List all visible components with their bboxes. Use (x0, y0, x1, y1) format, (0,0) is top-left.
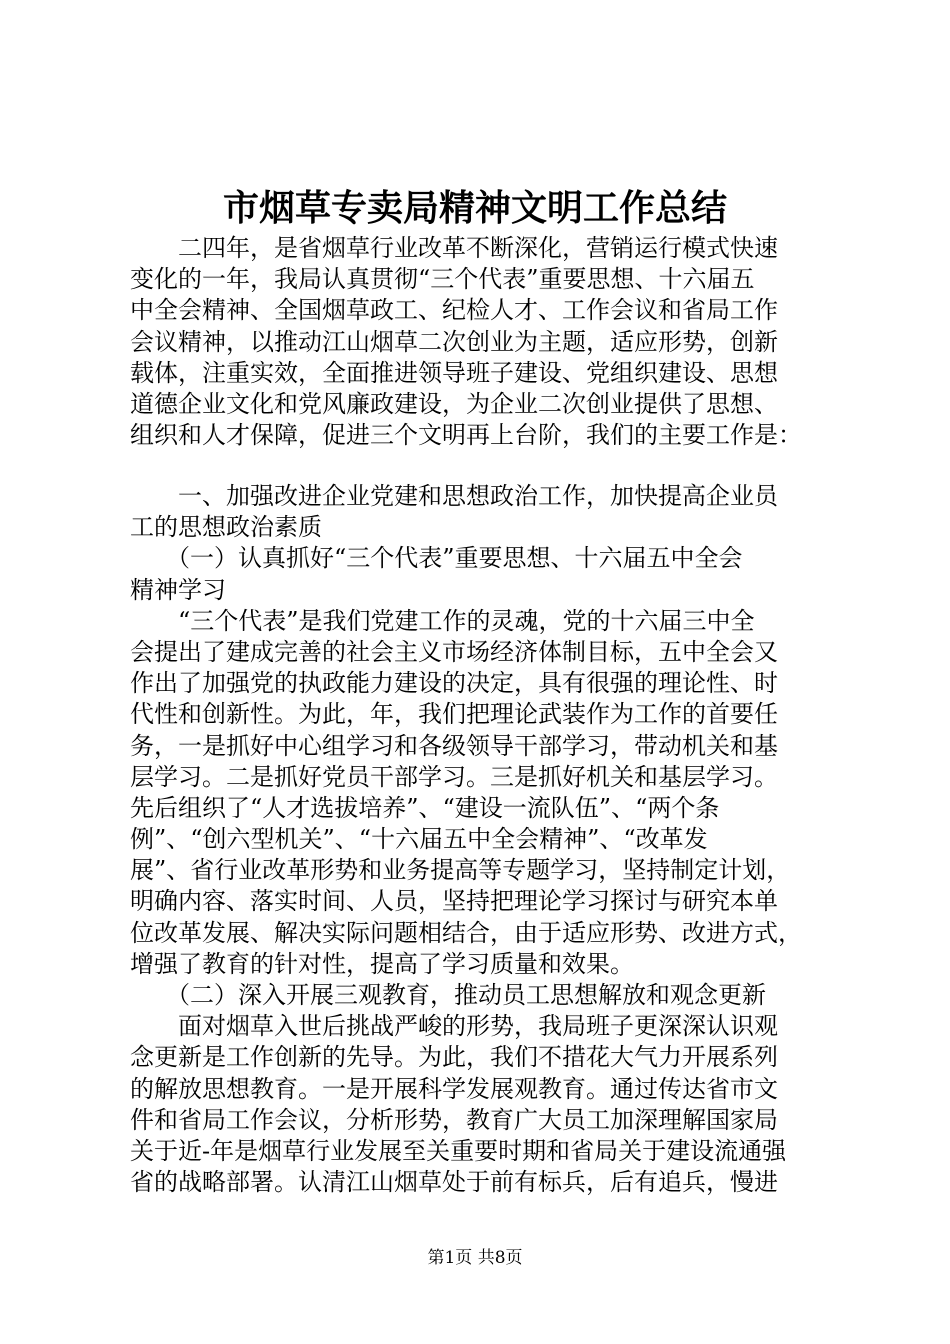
page-footer: 第1页 共8页 (427, 1248, 523, 1268)
text-line: （二）深入开展三观教育，推动员工思想解放和观念更新 (130, 981, 766, 1009)
text-line: 务，一是抓好中心组学习和各级领导干部学习，带动机关和基 (130, 731, 778, 760)
text-line: 道德企业文化和党风廉政建设，为企业二次创业提供了思想、 (130, 389, 778, 418)
text-line: 先后组织了“人才选拔培养”、“建设一流队伍”、“两个条 (130, 793, 720, 822)
text-line: 组织和人才保障，促进三个文明再上台阶，我们的主要工作是： (130, 421, 802, 450)
text-line: 二四年，是省烟草行业改革不断深化，营销运行模式快速 (130, 234, 778, 262)
text-line: 代性和创新性。为此，年，我们把理论武装作为工作的首要任 (130, 700, 778, 729)
text-line: 增强了教育的针对性，提高了学习质量和效果。 (130, 949, 634, 978)
text-line: 一、加强改进企业党建和思想政治工作，加快提高企业员 (130, 482, 778, 510)
text-line: 变化的一年，我局认真贯彻“三个代表”重要思想、十六届五 (130, 265, 755, 294)
intro-paragraph (130, 233, 830, 451)
text-line: （一）认真抓好“三个代表”重要思想、十六届五中全会 (130, 544, 743, 573)
text-line: 念更新是工作创新的先导。为此，我们不措花大气力开展系列 (130, 1043, 778, 1072)
text-line: 精神学习 (130, 575, 226, 604)
text-line: 面对烟草入世后挑战严峻的形势，我局班子更深深认识观 (130, 1012, 778, 1041)
text-line: 会提出了建成完善的社会主义市场经济体制目标，五中全会又 (130, 637, 778, 666)
text-line: 省的战略部署。认清江山烟草处于前有标兵，后有追兵，慢进 (130, 1168, 778, 1197)
text-line: 工的思想政治素质 (130, 513, 322, 542)
text-line: 件和省局工作会议，分析形势，教育广大员工加深理解国家局 (130, 1105, 778, 1134)
text-line: 的解放思想教育。一是开展科学发展观教育。通过传达省市文 (130, 1074, 778, 1103)
text-line: 展”、省行业改革形势和业务提高等专题学习，坚持制定计划， (130, 856, 791, 885)
text-line: 作出了加强党的执政能力建设的决定，具有很强的理论性、时 (130, 669, 778, 698)
section-one-body (130, 481, 830, 1198)
text-line: 会议精神，以推动江山烟草二次创业为主题，适应形势，创新 (130, 327, 778, 356)
text-line: “三个代表”是我们党建工作的灵魂，党的十六届三中全 (130, 606, 755, 635)
text-line: 层学习。二是抓好党员干部学习。三是抓好机关和基层学习。 (130, 762, 778, 791)
text-line: 例”、“创六型机关”、“十六届五中全会精神”、“改革发 (130, 825, 708, 854)
document-title: 市烟草专卖局精神文明工作总结 (222, 187, 727, 229)
text-line: 中全会精神、全国烟草政工、纪检人才、工作会议和省局工作 (130, 296, 778, 325)
text-line: 位改革发展、解决实际问题相结合，由于适应形势、改进方式， (130, 918, 802, 947)
text-line: 关于近-年是烟草行业发展至关重要时期和省局关于建设流通强 (130, 1136, 787, 1165)
text-line: 明确内容、落实时间、人员，坚持把理论学习探讨与研究本单 (130, 887, 778, 916)
text-line: 载体，注重实效，全面推进领导班子建设、党组织建设、思想 (130, 358, 778, 387)
